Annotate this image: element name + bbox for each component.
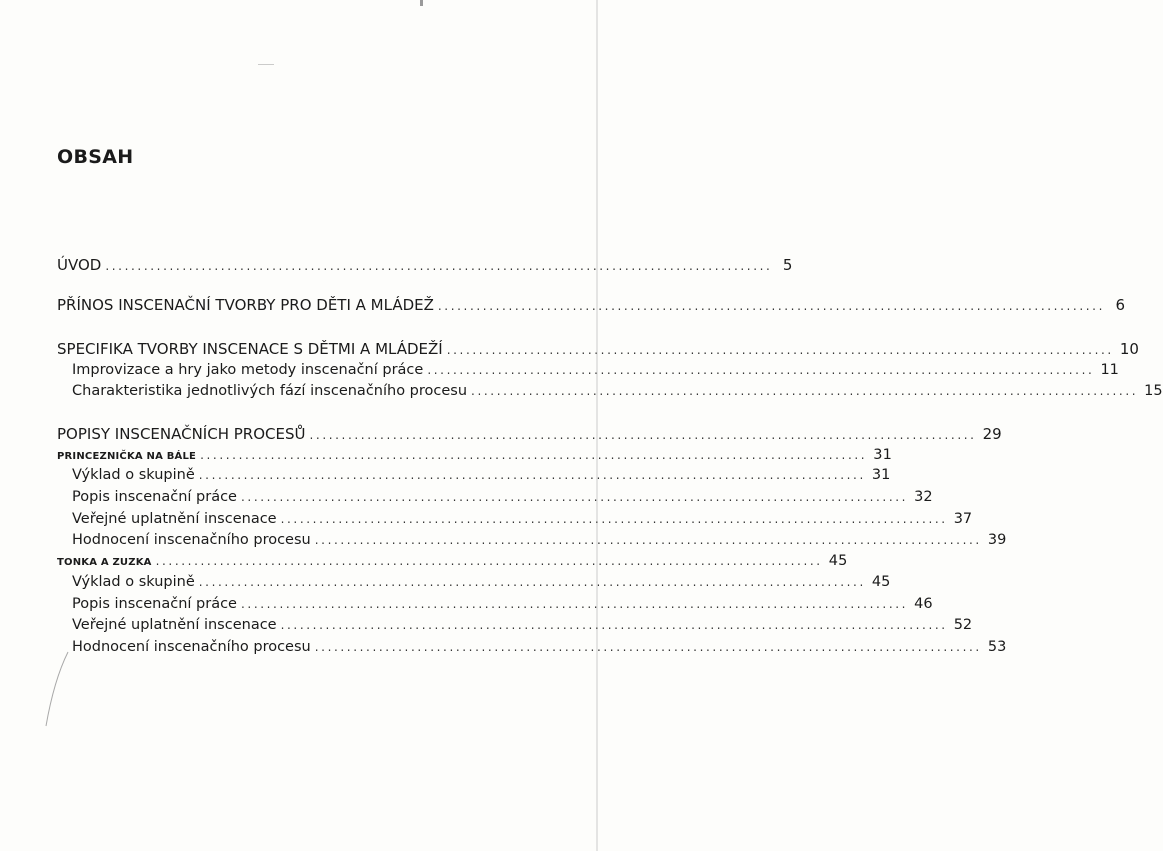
- leader-dots: ........................................................................................................: [471, 384, 1139, 398]
- toc-entry-page: 39: [987, 532, 1007, 548]
- toc-entry-princeznicka: [57, 446, 893, 466]
- toc-entry-label: Výklad o skupině: [72, 574, 195, 590]
- leader-dots: ........................................................................................................: [314, 533, 982, 547]
- toc-entry-tonka: [57, 552, 848, 572]
- toc-entry-page: 5: [782, 256, 793, 274]
- leader-dots: ........................................................................................................: [427, 363, 1095, 377]
- toc-entry-page: 45: [871, 574, 891, 590]
- toc-entry-page: 53: [987, 639, 1007, 655]
- toc-entry-page: 11: [1100, 362, 1119, 378]
- toc-entry-label: Veřejné uplatnění inscenace: [72, 511, 277, 527]
- toc-entry-page: 45: [828, 553, 848, 569]
- toc-entry-specifika: [57, 340, 1139, 359]
- toc-entry-label: Charakteristika jednotlivých fází inscenačního procesu: [72, 383, 468, 399]
- leader-dots: ........................................................................................................: [240, 490, 909, 504]
- toc-entry-popis-2: [72, 595, 933, 613]
- toc-entry-label: Popis inscenační práce: [72, 489, 237, 505]
- toc-entry-verejne-1: [72, 510, 973, 528]
- toc-entry-page: 6: [1115, 296, 1125, 314]
- toc-entry-label: ÚVOD: [57, 256, 102, 274]
- toc-entry-label: PRINCEZNIČKA NA BÁLE: [57, 451, 197, 462]
- leader-dots: ........................................................................................................: [314, 640, 982, 654]
- toc-entry-label: Popis inscenační práce: [72, 596, 237, 612]
- toc-entry-popis-1: [72, 488, 933, 506]
- toc-entry-page: 52: [953, 617, 973, 633]
- toc-entry-hodnoceni-1: [72, 531, 1007, 549]
- toc-entry-label: Hodnocení inscenačního procesu: [72, 639, 311, 655]
- page-title: OBSAH: [57, 146, 134, 168]
- leader-dots: ........................................................................................................: [309, 428, 977, 442]
- toc-entry-page: 29: [982, 425, 1002, 443]
- toc-entry-page: 31: [873, 447, 893, 463]
- leader-dots: ........................................................................................................: [155, 554, 823, 568]
- toc-entry-hodnoceni-2: [72, 638, 1007, 656]
- leader-dots: ........................................................................................................: [280, 618, 948, 632]
- toc-entry-page: 10: [1119, 340, 1139, 358]
- toc-entry-label: Výklad o skupině: [72, 467, 195, 483]
- toc-entry-page: 37: [953, 511, 973, 527]
- toc-entry-page: 31: [871, 467, 891, 483]
- toc-entry-popisy: [57, 425, 1002, 444]
- leader-dots: ........................................................................................................: [240, 597, 909, 611]
- leader-dots: ........................................................................................................: [200, 448, 868, 462]
- toc-entry-prinos: [57, 296, 1125, 315]
- toc-entry-uvod: [57, 256, 793, 275]
- toc-entry-page: 15: [1144, 383, 1163, 399]
- leader-dots: ........................................................................................................: [198, 575, 866, 589]
- leader-dots: ........................................................................................................: [280, 512, 948, 526]
- toc-entry-page: 32: [914, 489, 933, 505]
- scan-mark: [420, 0, 423, 6]
- toc-entry-verejne-2: [72, 616, 973, 634]
- toc-entry-improvizace: [72, 361, 1119, 379]
- leader-dots: ........................................................................................................: [446, 343, 1114, 357]
- scan-mark: [596, 0, 598, 851]
- pencil-stroke: [38, 650, 78, 730]
- leader-dots: ........................................................................................................: [437, 299, 1105, 313]
- toc-entry-page: 46: [914, 596, 933, 612]
- toc-entry-vyklad-1: [72, 466, 891, 484]
- toc-entry-label: TONKA A ZUZKA: [57, 557, 152, 568]
- leader-dots: ........................................................................................................: [198, 468, 866, 482]
- leader-dots: ........................................................................................................: [105, 259, 773, 273]
- toc-entry-label: Hodnocení inscenačního procesu: [72, 532, 311, 548]
- toc-entry-label: Improvizace a hry jako metody inscenační práce: [72, 362, 424, 378]
- toc-entry-label: SPECIFIKA TVORBY INSCENACE S DĚTMI A MLÁDEŽÍ: [57, 340, 443, 358]
- toc-entry-charakteristika: [72, 382, 1163, 400]
- scan-mark: [258, 64, 274, 65]
- toc-entry-label: Veřejné uplatnění inscenace: [72, 617, 277, 633]
- toc-entry-label: POPISY INSCENAČNÍCH PROCESŮ: [57, 425, 306, 443]
- toc-entry-vyklad-2: [72, 573, 891, 591]
- toc-entry-label: PŘÍNOS INSCENAČNÍ TVORBY PRO DĚTI A MLÁDEŽ: [57, 296, 434, 314]
